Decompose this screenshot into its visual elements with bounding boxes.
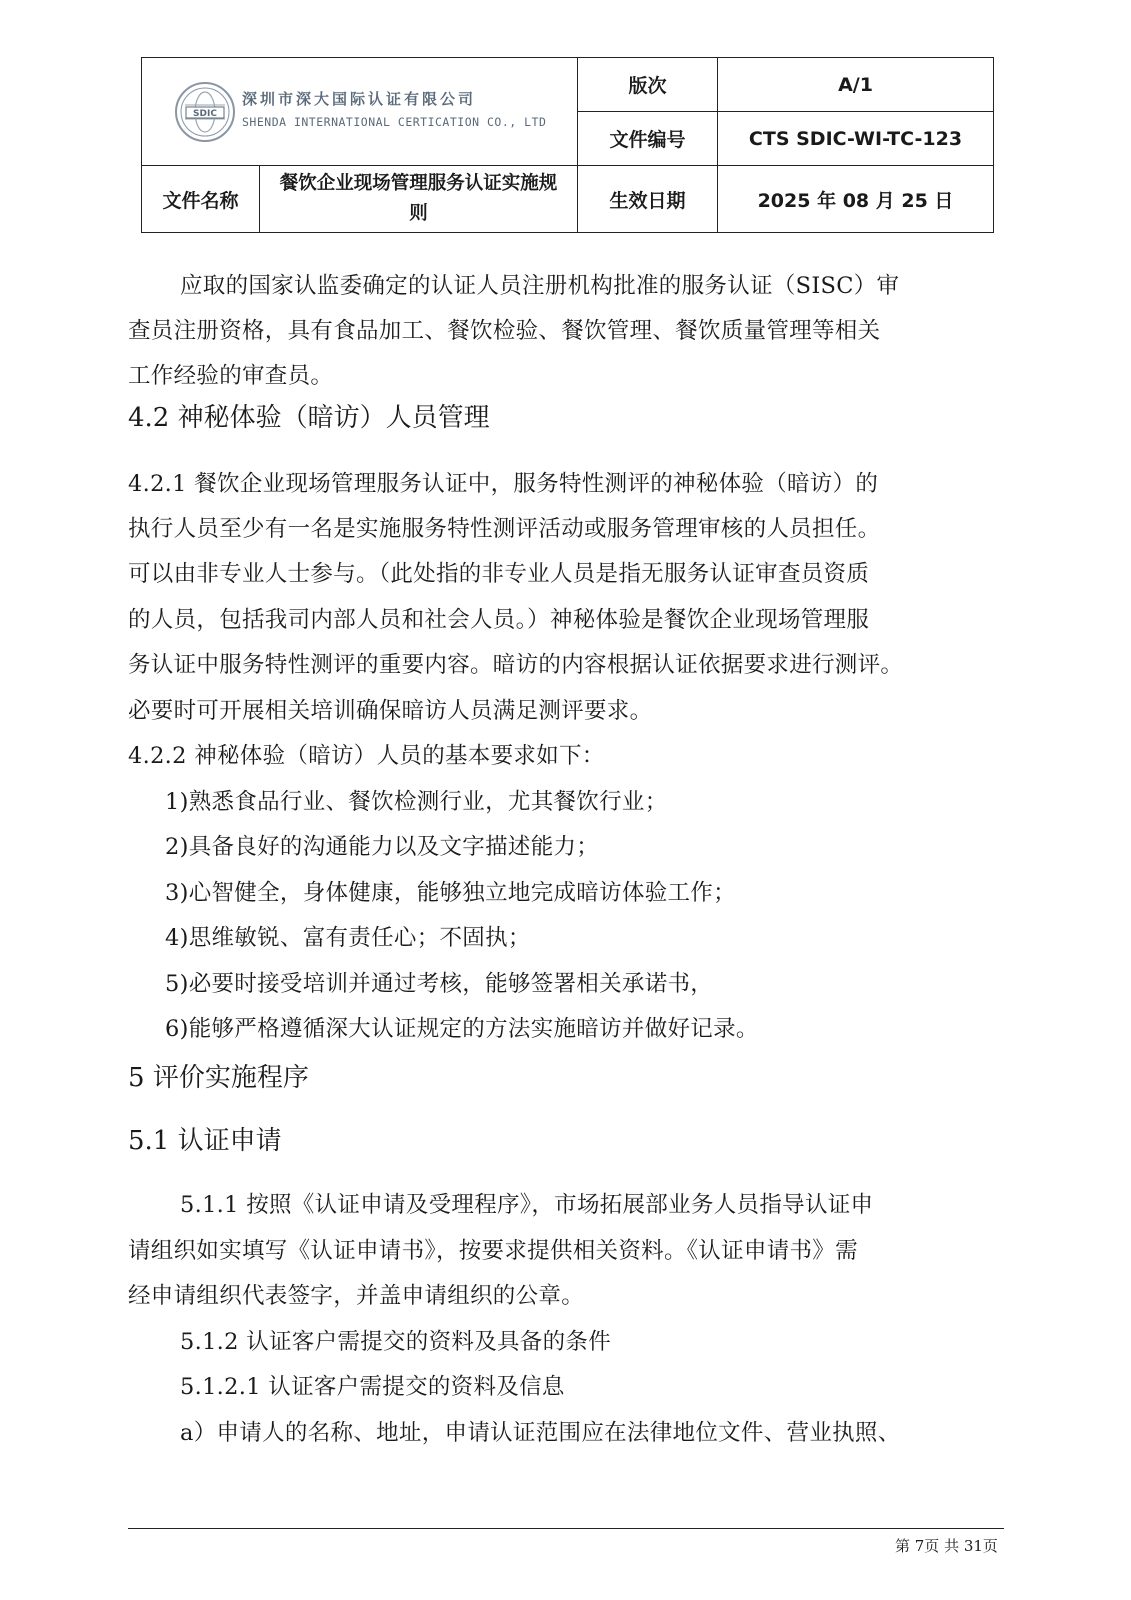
doc-name-line-2: 则 — [409, 203, 428, 224]
paragraph-line: 的人员，包括我司内部人员和社会人员。）神秘体验是餐饮企业现场管理服 — [128, 607, 870, 633]
paragraph-line: 查员注册资格，具有食品加工、餐饮检验、餐饮管理、餐饮质量管理等相关 — [128, 318, 881, 344]
paragraph-line: 执行人员至少有一名是实施服务特性测评活动或服务管理审核的人员担任。 — [128, 516, 881, 542]
doc-name-value — [260, 166, 578, 233]
list-item: 3)心智健全，身体健康，能够独立地完成暗访体验工作； — [165, 880, 736, 906]
paragraph-line: 必要时可开展相关培训确保暗访人员满足测评要求。 — [128, 698, 653, 724]
section-heading-5 — [128, 1057, 309, 1094]
list-item: 5)必要时接受培训并通过考核，能够签署相关承诺书， — [165, 971, 714, 997]
paragraph-line: 工作经验的审查员。 — [128, 363, 334, 389]
paragraph-line: 4.2.1 餐饮企业现场管理服务认证中，服务特性测评的神秘体验（暗访）的 — [128, 471, 879, 497]
paragraph-line: 可以由非专业人士参与。（此处指的非专业人员是指无服务认证审查员资质 — [128, 561, 870, 587]
company-name-en: SHENDA INTERNATIONAL CERTICATION CO., LTD — [242, 115, 547, 129]
doc-name-label: 文件名称 — [142, 166, 260, 233]
paragraph-line: 5.1.2.1 认证客户需提交的资料及信息 — [180, 1374, 565, 1400]
paragraph-line: 请组织如实填写《认证申请书》，按要求提供相关资料。《认证申请书》需 — [128, 1238, 858, 1264]
company-name-cn: 深圳市深大国际认证有限公司 — [242, 90, 477, 108]
doc-number-value: CTS SDIC-WI-TC-123 — [718, 112, 994, 166]
section-title: 神秘体验（暗访）人员管理 — [177, 403, 490, 433]
section-heading-5-1 — [128, 1120, 282, 1157]
section-title: 评价实施程序 — [152, 1063, 309, 1093]
company-logo-icon — [174, 81, 236, 143]
logo-text: SDIC — [193, 108, 217, 119]
section-heading-4-2 — [128, 397, 490, 434]
paragraph-line: 经申请组织代表签字，并盖申请组织的公章。 — [128, 1283, 585, 1309]
edition-value: A/1 — [718, 58, 994, 112]
doc-number-label: 文件编号 — [578, 112, 718, 166]
paragraph-line: 4.2.2 神秘体验（暗访）人员的基本要求如下： — [128, 743, 605, 769]
section-number: 5 — [128, 1063, 145, 1093]
page-number: 第 7页 共 31页 — [895, 1537, 998, 1555]
paragraph-line: 应取的国家认监委确定的认证人员注册机构批准的服务认证（SISC）审 — [180, 273, 900, 299]
list-item: 4)思维敏锐、富有责任心；不固执； — [165, 925, 531, 951]
section-title: 认证申请 — [177, 1126, 282, 1156]
document-header-table — [141, 57, 994, 233]
effective-date-label: 生效日期 — [578, 166, 718, 233]
list-item: 2)具备良好的沟通能力以及文字描述能力； — [165, 834, 600, 860]
list-item: 6)能够严格遵循深大认证规定的方法实施暗访并做好记录。 — [165, 1016, 759, 1042]
footer-divider — [128, 1528, 1004, 1529]
section-number: 5.1 — [128, 1126, 170, 1156]
paragraph-line: 5.1.2 认证客户需提交的资料及具备的条件 — [180, 1329, 612, 1355]
section-number: 4.2 — [128, 403, 170, 433]
paragraph-line: a）申请人的名称、地址，申请认证范围应在法律地位文件、营业执照、 — [180, 1420, 901, 1446]
effective-date-value: 2025 年 08 月 25 日 — [718, 166, 994, 233]
list-item: 1)熟悉食品行业、餐饮检测行业，尤其餐饮行业； — [165, 789, 668, 815]
company-logo-cell — [142, 58, 578, 166]
doc-name-line-1: 餐饮企业现场管理服务认证实施规 — [279, 173, 558, 194]
edition-label: 版次 — [578, 58, 718, 112]
paragraph-line: 务认证中服务特性测评的重要内容。暗访的内容根据认证依据要求进行测评。 — [128, 652, 904, 678]
paragraph-line: 5.1.1 按照《认证申请及受理程序》，市场拓展部业务人员指导认证申 — [180, 1192, 874, 1218]
